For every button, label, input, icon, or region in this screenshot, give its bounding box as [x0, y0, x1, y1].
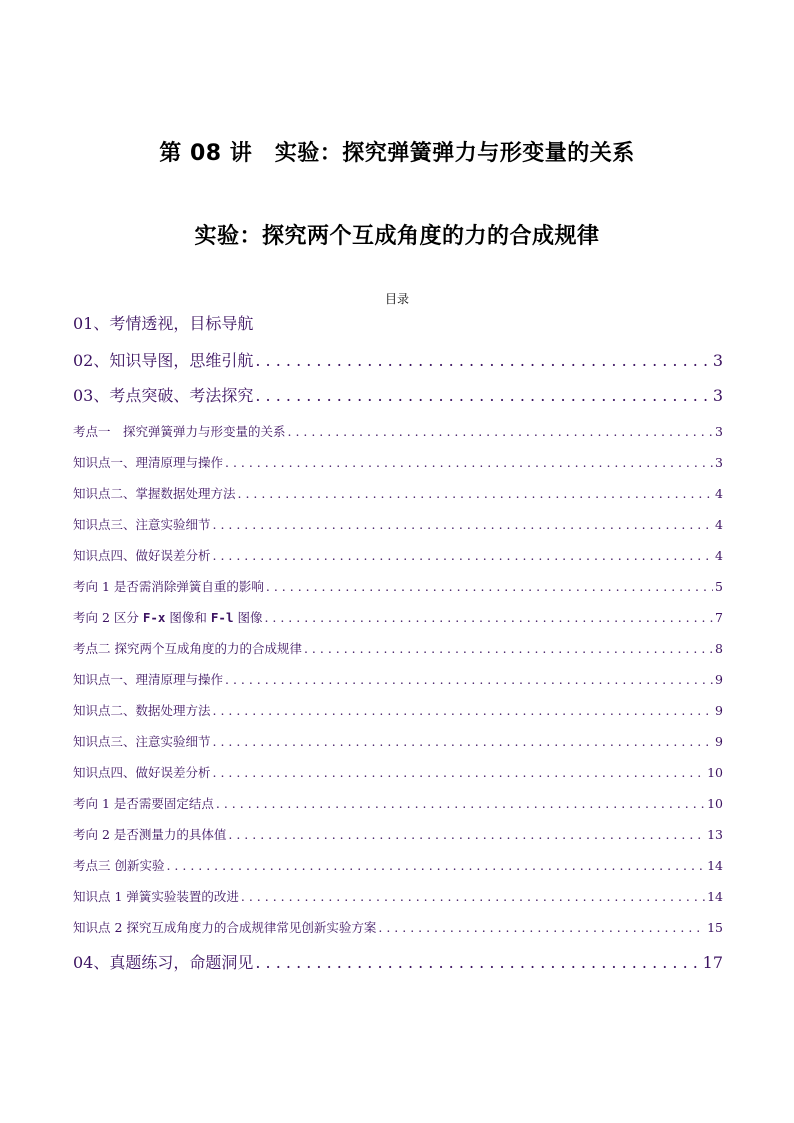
toc-entry-page: 3 [712, 351, 723, 370]
toc-leader-dots [213, 734, 714, 749]
toc-entry-label: 考向 1 是否需消除弹簧自重的影响 [73, 579, 264, 594]
toc-entry[interactable] [73, 484, 723, 502]
toc-entry[interactable] [73, 422, 723, 440]
toc-leader-dots [264, 610, 713, 625]
toc-leader-dots [255, 351, 710, 370]
toc-entry-page: 9 [715, 734, 723, 749]
toc-leader-dots [255, 386, 710, 405]
toc-heading: 目录 [384, 292, 409, 306]
toc-entry[interactable] [73, 763, 723, 781]
toc-entry-page: 9 [715, 672, 723, 687]
toc-entry-label: 知识点二、数据处理方法 [73, 703, 211, 718]
toc-leader-dots [255, 953, 700, 972]
toc-entry-label: 考向 1 是否需要固定结点 [73, 796, 214, 811]
toc-entry[interactable] [73, 825, 723, 843]
toc-entry-label: 考点一 探究弹簧弹力与形变量的关系 [73, 424, 286, 439]
toc-leader-dots [213, 703, 714, 718]
toc-entry-label: 知识点一、理清原理与操作 [73, 672, 224, 687]
toc-leader-dots [238, 486, 714, 501]
toc-entry-page: 3 [715, 455, 723, 470]
toc-leader-dots [213, 517, 714, 532]
toc-entry-label: 知识点三、注意实验细节 [73, 734, 211, 749]
toc-entry[interactable] [73, 515, 723, 533]
toc-entry-label: 考点三 创新实验 [73, 858, 165, 873]
document-title: 第 08 讲 实验：探究弹簧弹力与形变量的关系 [159, 141, 635, 166]
toc-entry-page: 7 [715, 610, 723, 625]
toc-entry-page: 3 [712, 386, 723, 405]
toc-entry-page: 4 [715, 548, 723, 563]
toc-leader-dots [213, 765, 706, 780]
toc-entry[interactable] [73, 577, 723, 595]
toc-leader-dots [378, 920, 705, 935]
toc-entry-page: 8 [715, 641, 723, 656]
document-subtitle: 实验：探究两个互成角度的力的合成规律 [194, 224, 600, 249]
toc-entry-label: 知识点 2 探究互成角度力的合成规律常见创新实验方案 [73, 920, 377, 935]
toc-entry[interactable] [73, 670, 723, 688]
toc-entry-page: 15 [707, 920, 723, 935]
toc-leader-dots [288, 424, 714, 439]
toc-leader-dots [266, 579, 713, 594]
toc-entry-page: 9 [715, 703, 723, 718]
toc-entry-label: 知识点三、注意实验细节 [73, 517, 211, 532]
toc-entry[interactable] [73, 950, 723, 973]
toc-entry[interactable] [73, 453, 723, 471]
toc-leader-dots [241, 889, 705, 904]
toc-entry-page: 14 [707, 889, 723, 904]
toc-entry-label: 知识点二、掌握数据处理方法 [73, 486, 236, 501]
toc-entry-label: 01、考情透视，目标导航 [73, 314, 254, 333]
toc-entry-page: 17 [702, 953, 723, 972]
toc-leader-dots [304, 641, 713, 656]
toc-entry-label: 考向 2 区分 F-x 图像和 F-l 图像 [73, 610, 263, 625]
toc-leader-dots [228, 827, 705, 842]
toc-entry[interactable] [73, 383, 723, 406]
toc-entry-label: 考点二 探究两个互成角度的力的合成规律 [73, 641, 302, 656]
toc-entry-label: 知识点四、做好误差分析 [73, 765, 211, 780]
toc-leader-dots [166, 858, 705, 873]
toc-entry-page: 14 [707, 858, 723, 873]
toc-entry-label: 04、真题练习，命题洞见 [73, 953, 254, 972]
toc-leader-dots [225, 672, 713, 687]
toc-entry[interactable] [73, 546, 723, 564]
toc-entry-page: 10 [707, 796, 723, 811]
toc-entry-label: 知识点一、理清原理与操作 [73, 455, 224, 470]
toc-entry-page: 4 [715, 517, 723, 532]
toc-entry[interactable] [73, 608, 723, 626]
toc-entry[interactable] [73, 856, 723, 874]
toc-entry[interactable] [73, 918, 723, 936]
toc-entry[interactable] [73, 887, 723, 905]
toc-entry-page: 5 [715, 579, 723, 594]
toc-entry-page: 10 [707, 765, 723, 780]
toc-leader-dots [213, 548, 714, 563]
toc-leader-dots [216, 796, 705, 811]
toc-entry-label: 考向 2 是否测量力的具体值 [73, 827, 227, 842]
toc-entry[interactable] [73, 639, 723, 657]
toc-entry[interactable] [73, 311, 723, 334]
toc-leader-dots [225, 455, 713, 470]
toc-entry-page: 3 [715, 424, 723, 439]
toc-entry-label: 02、知识导图，思维引航 [73, 351, 254, 370]
toc-entry-page: 13 [707, 827, 723, 842]
toc-entry-label: 知识点四、做好误差分析 [73, 548, 211, 563]
toc-entry-page: 4 [715, 486, 723, 501]
toc-entry-label: 知识点 1 弹簧实验装置的改进 [73, 889, 239, 904]
toc-entry[interactable] [73, 732, 723, 750]
toc-entry-label: 03、考点突破、考法探究 [73, 386, 254, 405]
toc-entry[interactable] [73, 701, 723, 719]
toc-entry[interactable] [73, 794, 723, 812]
toc-entry[interactable] [73, 348, 723, 371]
